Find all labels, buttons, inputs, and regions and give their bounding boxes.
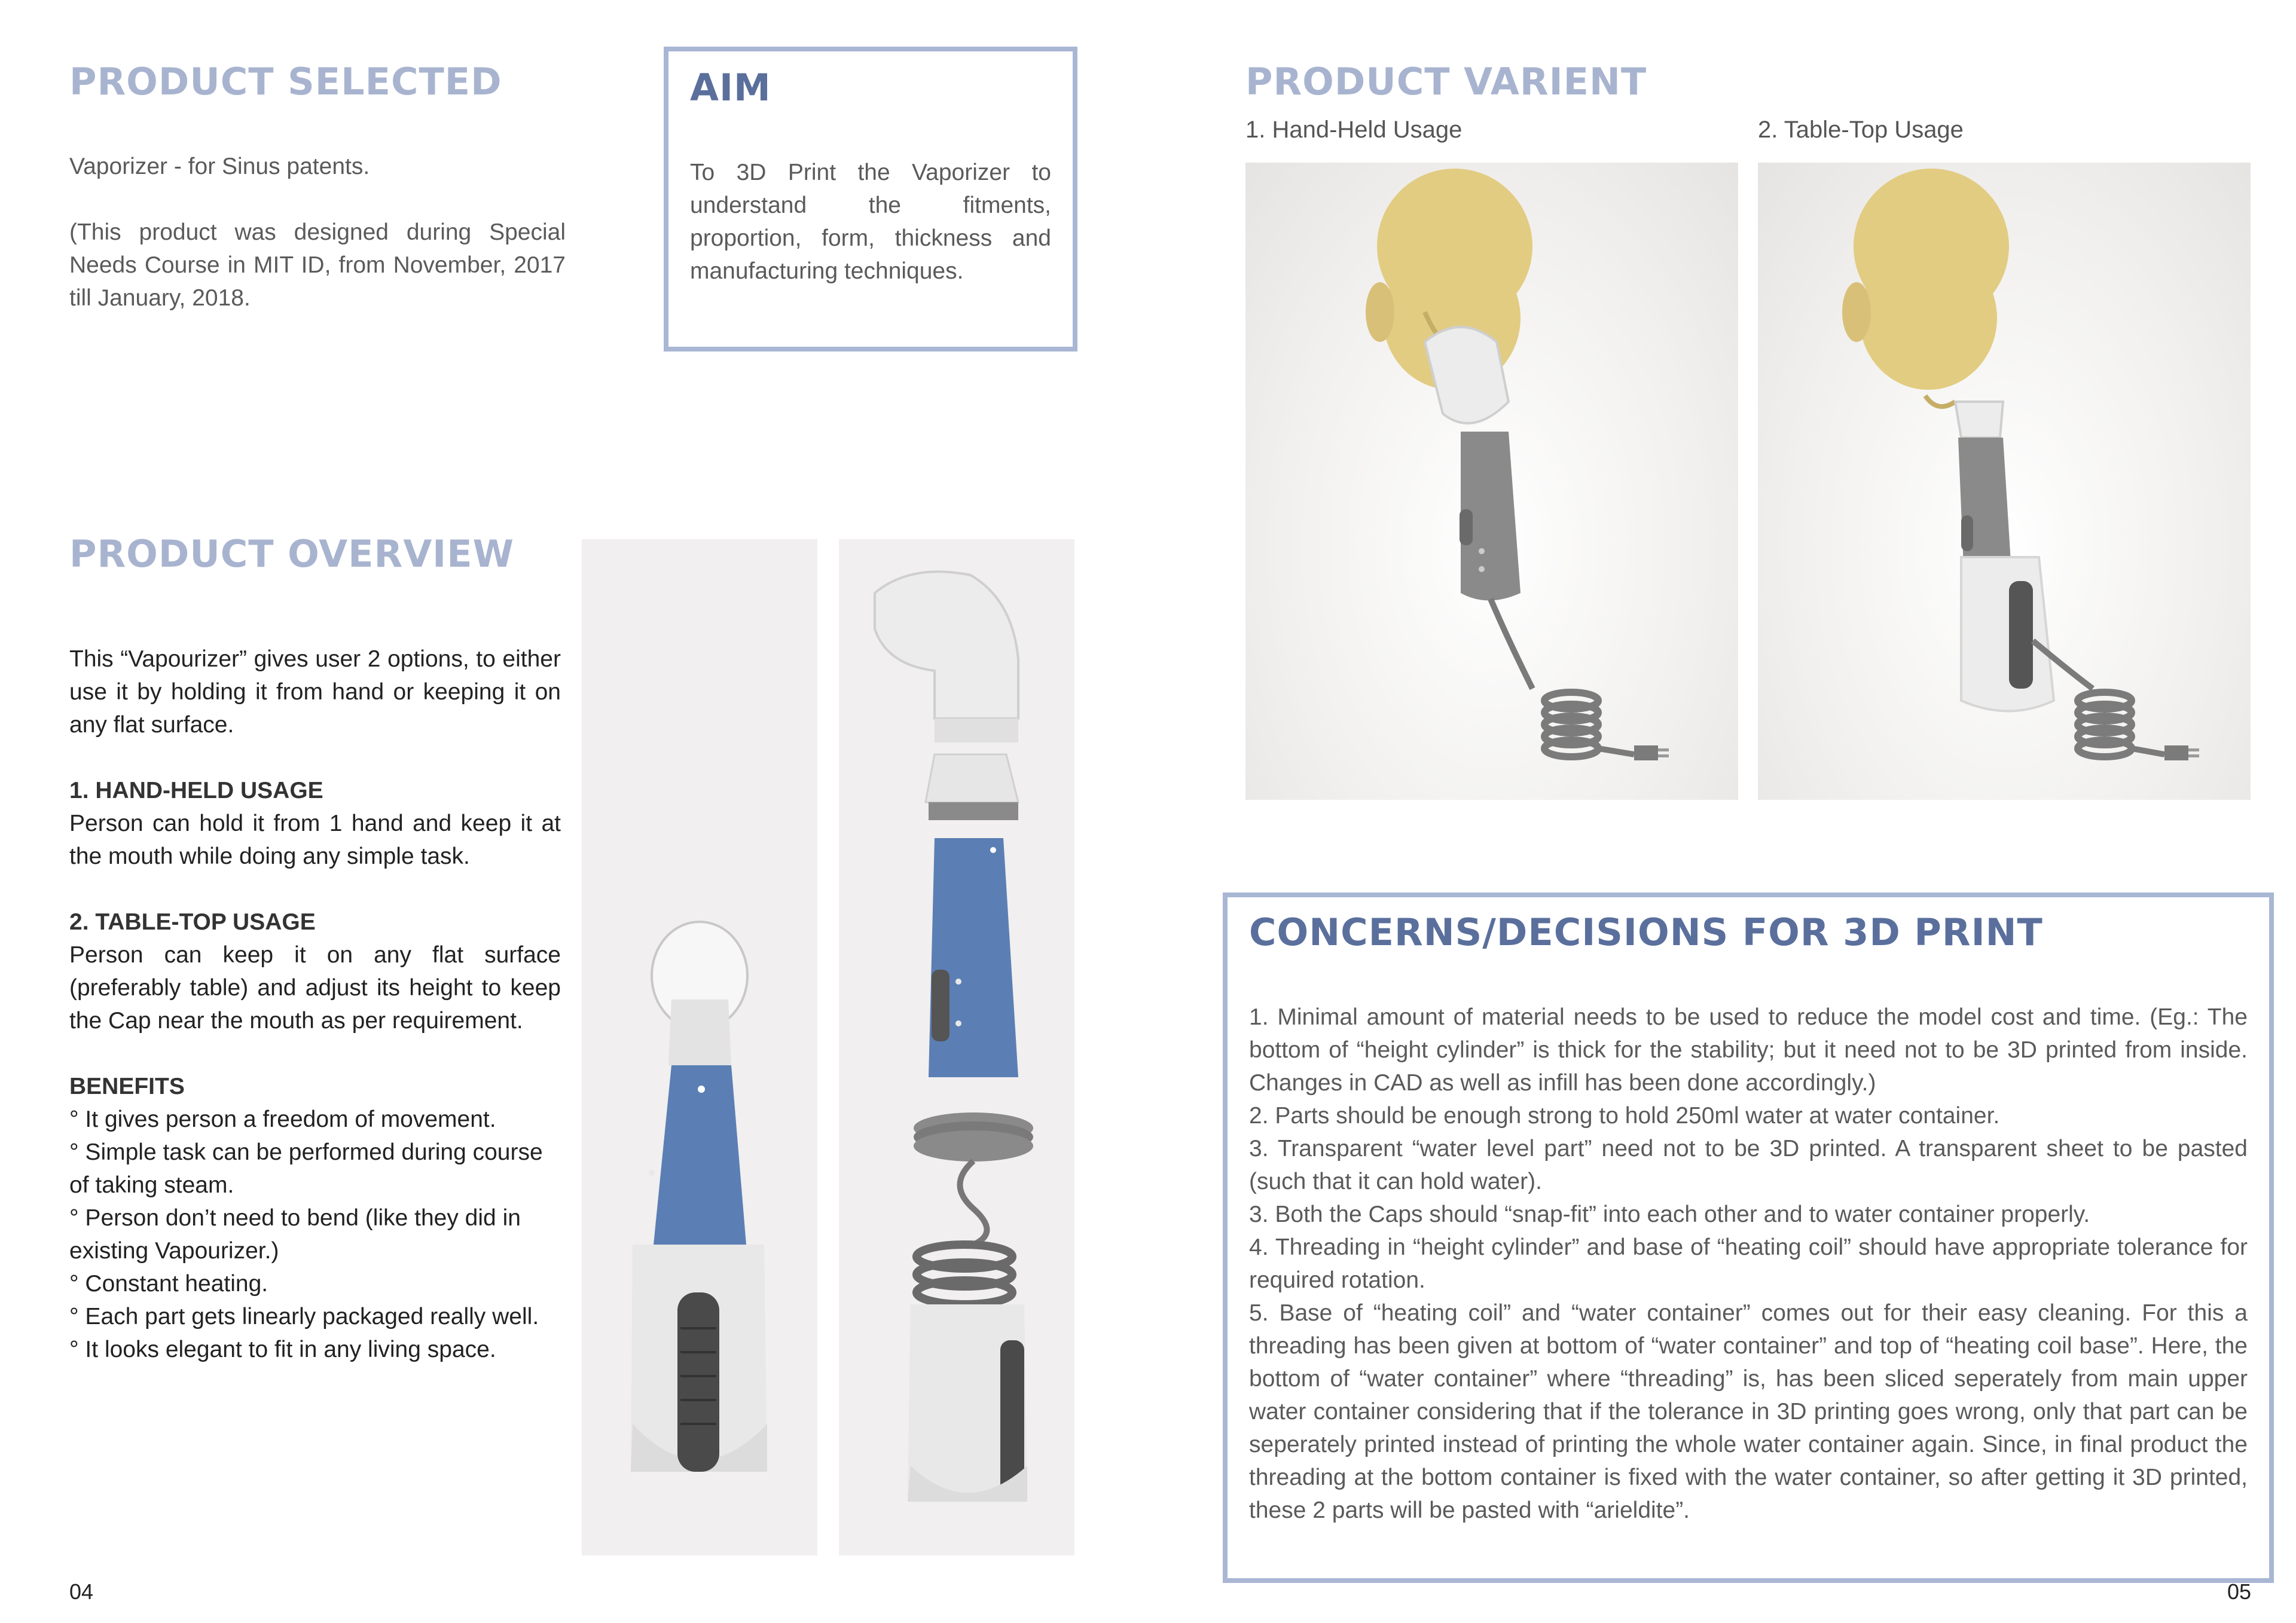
varient-label-hand-held: 1. Hand-Held Usage (1245, 117, 1463, 143)
overview-intro: This “Vapourizer” gives user 2 options, to either use it by holding it from hand or keeping it on any flat surface. (69, 646, 561, 738)
product-selected-line: Vaporizer - for Sinus patents. (69, 154, 370, 179)
product-selected-section (69, 60, 566, 314)
product-overview-section (69, 532, 561, 1366)
concern-item: 1. Minimal amount of material needs to be used to reduce the model cost and time. (Eg.: The bottom of “height cylinder” is thick for the stability; but it need not to be 3D printed from inside. Changes in CAD as well as infill has been done accordingly.) (1249, 1004, 2248, 1096)
benefit-item: ° It gives person a freedom of movement. (69, 1107, 496, 1132)
product-varient-heading: PRODUCT VARIENT (1245, 60, 1647, 103)
aim-heading: AIM (690, 66, 771, 109)
product-overview-heading: PRODUCT OVERVIEW (69, 532, 514, 576)
benefits-title: BENEFITS (69, 1074, 185, 1099)
aim-text: To 3D Print the Vaporizer to understand the fitments, proportion, form, thickness and manufacturing techniques. (690, 160, 1051, 284)
table-top-render-image (1758, 163, 2251, 800)
hand-held-render-image (1245, 163, 1738, 800)
benefit-item: ° Simple task can be performed during course of taking steam. (69, 1139, 543, 1198)
product-selected-heading: PRODUCT SELECTED (69, 60, 502, 103)
product-selected-paragraph: (This product was designed during Special Needs Course in MIT ID, from November, 2017 till January, 2018. (69, 219, 566, 311)
assembled-product-illustration (582, 539, 817, 1555)
exploded-product-illustration (839, 539, 1074, 1555)
concern-item: 4. Threading in “height cylinder” and base of “heating coil” should have appropriate tolerance for required rotation. (1249, 1234, 2248, 1293)
table-top-illustration (1758, 163, 2251, 800)
product-varient-section (1245, 60, 2262, 103)
page-number-right: 05 (2227, 1579, 2252, 1604)
aim-box (664, 47, 1077, 352)
page-number-left: 04 (69, 1579, 94, 1604)
benefit-item: ° Each part gets linearly packaged really well. (69, 1304, 539, 1329)
concern-item: 3. Transparent “water level part” need not to be 3D printed. A transparent sheet to be pasted (such that it can hold water). (1249, 1136, 2248, 1194)
hand-held-illustration (1245, 163, 1738, 800)
table-top-usage-title: 2. TABLE-TOP USAGE (69, 909, 316, 935)
concerns-box (1223, 893, 2274, 1583)
concern-item: 2. Parts should be enough strong to hold 250ml water at water container. (1249, 1103, 2000, 1129)
benefits-list (69, 1103, 561, 1366)
concerns-heading: CONCERNS/DECISIONS FOR 3D PRINT (1249, 910, 2043, 954)
hand-held-usage-text: Person can hold it from 1 hand and keep it at the mouth while doing any simple task. (69, 811, 561, 869)
hand-held-usage-title: 1. HAND-HELD USAGE (69, 778, 323, 803)
concerns-list (1249, 1001, 2248, 1527)
benefit-item: ° It looks elegant to fit in any living space. (69, 1337, 496, 1362)
table-top-usage-text: Person can keep it on any flat surface (preferably table) and adjust its height to keep the Cap near the mouth as per requirement. (69, 942, 561, 1034)
varient-label-table-top: 2. Table-Top Usage (1758, 117, 1964, 143)
concern-item: 3. Both the Caps should “snap-fit” into each other and to water container properly. (1249, 1202, 2090, 1227)
assembled-product-image (582, 539, 817, 1555)
exploded-product-image (839, 539, 1074, 1555)
benefit-item: ° Constant heating. (69, 1271, 268, 1297)
benefit-item: ° Person don’t need to bend (like they did in existing Vapourizer.) (69, 1205, 521, 1264)
concern-item: 5. Base of “heating coil” and “water container” comes out for their easy cleaning. For this a threading has been given at bottom of “water container” and top of “heating coil base”. Here, the bottom of “water container” where “threading” is, has been sliced seperately from main upper water container considering that if the tolerance in 3D printing goes wrong, only that part can be seperately printed instead of printing the whole water container again. Since, in final product the threading at the bottom container is fixed with the water container, so after getting it 3D printed, these 2 parts will be pasted with “arieldite”. (1249, 1300, 2248, 1523)
